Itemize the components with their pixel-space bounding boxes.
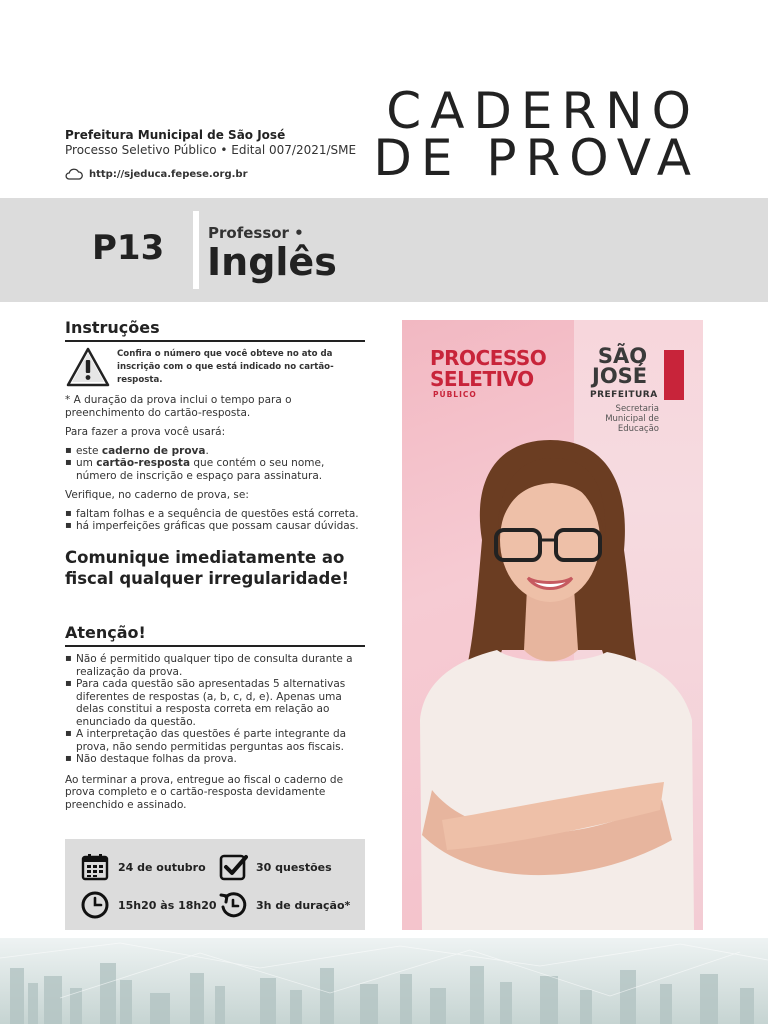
closing-note: Ao terminar a prova, entregue ao fiscal o caderno de prova completo e o cartão-resposta devidamente preenchido e assinado. (65, 773, 344, 811)
exam-date (80, 852, 206, 882)
clock-icon (80, 890, 110, 920)
exam-date-text: 24 de outubro (118, 860, 206, 874)
materials-intro: Para fazer a prova você usará: (65, 426, 226, 438)
exam-duration (218, 890, 350, 920)
website-url[interactable]: http://sjeduca.fepese.org.br (89, 168, 248, 180)
website-link[interactable] (65, 168, 385, 180)
process-name: Processo Seletivo Público • Edital 007/2021/SME (65, 143, 357, 157)
question-count-text: 30 questões (256, 860, 332, 874)
duration-note: * A duração da prova inclui o tempo para o preenchimento do cartão-resposta. (65, 394, 292, 419)
instructions-title: Instruções (65, 318, 365, 342)
warning-text: Confira o número que você obteve no ato da inscrição com o que está indicado no cartão-resposta. (117, 349, 334, 385)
calendar-icon (80, 852, 110, 882)
organization-name: Prefeitura Municipal de São José (65, 128, 286, 142)
band-separator (193, 211, 199, 289)
promo-poster (402, 320, 703, 930)
exam-code: P13 (92, 228, 165, 268)
list-item: ▪ Para cada questão são apresentadas 5 alternativas diferentes de respostas (a, b, c, d, e). Apenas uma delas constitui a resposta correta em relação ao enunciado da questão. (65, 678, 365, 728)
attention-title: Atenção! (65, 623, 365, 647)
prefeitura-label: PREFEITURA (590, 390, 658, 400)
secretaria-label: Secretaria Municipal de Educação (605, 404, 659, 434)
document-title (373, 82, 700, 187)
verify-intro: Verifique, no caderno de prova, se: (65, 489, 249, 501)
warning-icon (65, 346, 111, 388)
list-item: ▪ A interpretação das questões é parte integrante da prova, não sendo permitidas perguntas aos fiscais. (65, 728, 365, 753)
city-skyline-image (0, 938, 768, 1024)
list-item: ▪ um cartão-resposta que contém o seu nome, número de inscrição e espaço para assinatura. (65, 457, 365, 482)
list-item: ▪ Não é permitido qualquer tipo de consulta durante a realização da prova. (65, 653, 365, 678)
exam-duration-text: 3h de duração* (256, 898, 351, 912)
checkbox-icon (218, 852, 248, 882)
materials-list (65, 445, 365, 483)
exam-time-text: 15h20 às 18h20 (118, 898, 217, 912)
list-item: ▪ este caderno de prova. (65, 445, 365, 458)
attention-list (65, 653, 365, 766)
exam-role: Professor • (208, 224, 304, 242)
exam-time (80, 890, 217, 920)
woman-photo (402, 320, 703, 930)
list-item: ▪ Não destaque folhas da prova. (65, 753, 365, 766)
irregularity-message: Comunique imediatamente ao fiscal qualquer irregularidade! (65, 547, 350, 588)
attention-section (65, 623, 365, 811)
warning-row (65, 346, 365, 388)
timer-icon (218, 890, 248, 920)
cloud-icon (65, 168, 83, 180)
instructions-section (65, 318, 365, 589)
title-line-1: CADERNO (386, 82, 700, 140)
exam-subject: Inglês (207, 240, 337, 284)
exam-info-box (65, 839, 365, 930)
verify-list (65, 508, 365, 533)
city-logo: SÃO JOSÉ (592, 344, 648, 388)
list-item: ▪ há imperfeições gráficas que possam causar dúvidas. (65, 520, 365, 533)
title-line-2: DE PROVA (373, 129, 700, 187)
poster-title: PROCESSO SELETIVO (430, 346, 547, 391)
poster-subtitle: PÚBLICO (433, 390, 477, 399)
question-count (218, 852, 332, 882)
list-item: ▪ faltam folhas e a sequência de questões está correta. (65, 508, 365, 521)
header-info (65, 128, 385, 180)
